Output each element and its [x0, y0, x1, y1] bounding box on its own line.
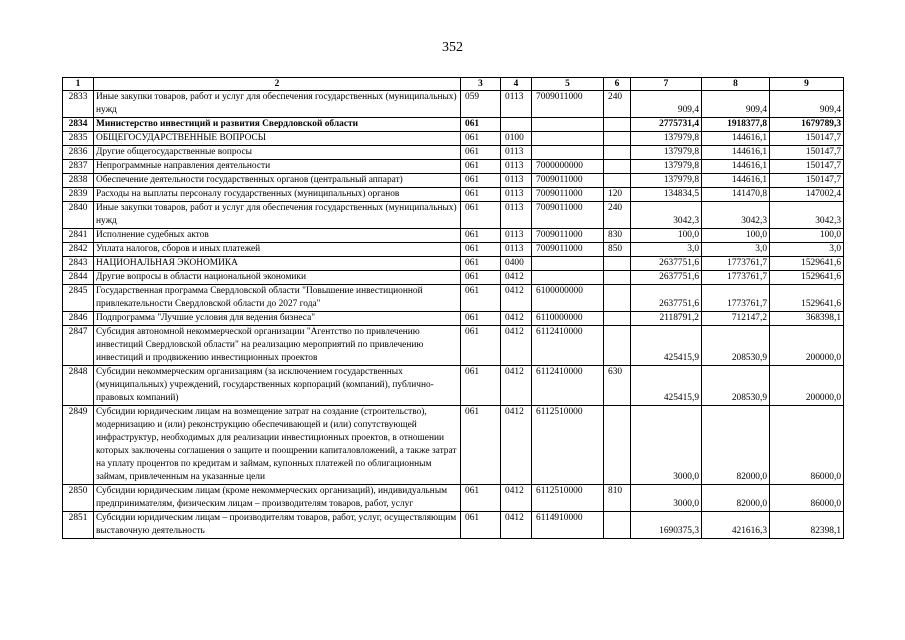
amount-year-1: 425415,9 [631, 366, 702, 406]
code-target: 6112510000 [532, 485, 604, 512]
code-expense-type: 240 [604, 202, 631, 229]
amount-year-2: 144616,1 [702, 160, 770, 174]
table-row [63, 91, 844, 118]
code-admin: 061 [461, 485, 501, 512]
table-row [63, 406, 844, 485]
header-cell: 9 [770, 78, 844, 91]
amount-year-2: 421616,3 [702, 512, 770, 539]
amount-year-2: 144616,1 [702, 174, 770, 188]
amount-year-3: 150147,7 [770, 174, 844, 188]
row-number: 2847 [63, 326, 94, 366]
code-admin: 061 [461, 174, 501, 188]
amount-year-3: 3042,3 [770, 202, 844, 229]
code-admin: 061 [461, 160, 501, 174]
code-expense-type [604, 512, 631, 539]
table-row [63, 285, 844, 312]
amount-year-1: 137979,8 [631, 132, 702, 146]
row-number: 2835 [63, 132, 94, 146]
code-section: 0412 [501, 485, 532, 512]
code-section: 0400 [501, 257, 532, 271]
table-row [63, 271, 844, 285]
code-expense-type: 850 [604, 243, 631, 257]
code-section: 0113 [501, 202, 532, 229]
header-row [63, 78, 844, 91]
amount-year-3: 150147,7 [770, 160, 844, 174]
row-number: 2850 [63, 485, 94, 512]
amount-year-3: 368398,1 [770, 312, 844, 326]
code-section: 0113 [501, 243, 532, 257]
code-target [532, 118, 604, 132]
row-number: 2844 [63, 271, 94, 285]
row-name: Подпрограмма "Лучшие условия для ведения бизнеса" [94, 312, 461, 326]
header-cell: 6 [604, 78, 631, 91]
amount-year-2: 1773761,7 [702, 271, 770, 285]
code-expense-type [604, 257, 631, 271]
code-section: 0113 [501, 188, 532, 202]
page-number: 352 [442, 40, 463, 55]
code-target: 7009011000 [532, 174, 604, 188]
row-name: Уплата налогов, сборов и иных платежей [94, 243, 461, 257]
amount-year-2: 82000,0 [702, 406, 770, 485]
code-section: 0100 [501, 132, 532, 146]
table-row [63, 229, 844, 243]
amount-year-2: 144616,1 [702, 146, 770, 160]
table-row [63, 146, 844, 160]
amount-year-1: 137979,8 [631, 174, 702, 188]
amount-year-1: 1690375,3 [631, 512, 702, 539]
row-number: 2837 [63, 160, 94, 174]
row-name: Субсидии юридическим лицам на возмещение затрат на создание (строительство), модернизацию и (или) реконструкцию обеспечивающей и (или) сопутствующей инфраструктур, необходимых для реализации инвестиционных проектов, в отношении которых заключены соглашения о защите и поощрении капиталовложений, а также затрат на уплату процентов по кредитам и займам, купонных платежей по облигационным займам, привлеченным на указанные цели [94, 406, 461, 485]
code-expense-type: 830 [604, 229, 631, 243]
amount-year-2: 1918377,8 [702, 118, 770, 132]
code-admin: 061 [461, 271, 501, 285]
code-section: 0412 [501, 312, 532, 326]
code-expense-type [604, 312, 631, 326]
amount-year-3: 150147,7 [770, 146, 844, 160]
code-target: 7009011000 [532, 188, 604, 202]
amount-year-1: 134834,5 [631, 188, 702, 202]
row-number: 2833 [63, 91, 94, 118]
row-name: НАЦИОНАЛЬНАЯ ЭКОНОМИКА [94, 257, 461, 271]
amount-year-2: 3,0 [702, 243, 770, 257]
amount-year-1: 2637751,6 [631, 257, 702, 271]
amount-year-3: 1529641,6 [770, 285, 844, 312]
code-admin: 059 [461, 91, 501, 118]
code-expense-type: 240 [604, 91, 631, 118]
code-section: 0412 [501, 406, 532, 485]
code-admin: 061 [461, 366, 501, 406]
code-expense-type [604, 146, 631, 160]
amount-year-3: 200000,0 [770, 366, 844, 406]
row-number: 2843 [63, 257, 94, 271]
amount-year-1: 3000,0 [631, 485, 702, 512]
header-cell: 2 [94, 78, 461, 91]
amount-year-2: 1773761,7 [702, 257, 770, 271]
row-name: Расходы на выплаты персоналу государственных (муниципальных) органов [94, 188, 461, 202]
amount-year-3: 150147,7 [770, 132, 844, 146]
row-number: 2849 [63, 406, 94, 485]
amount-year-3: 3,0 [770, 243, 844, 257]
code-admin: 061 [461, 512, 501, 539]
code-target: 7009011000 [532, 91, 604, 118]
amount-year-1: 2775731,4 [631, 118, 702, 132]
row-name: Исполнение судебных актов [94, 229, 461, 243]
row-number: 2838 [63, 174, 94, 188]
header-cell: 3 [461, 78, 501, 91]
code-target: 7009011000 [532, 202, 604, 229]
row-name: Обеспечение деятельности государственных органов (центральный аппарат) [94, 174, 461, 188]
header-cell: 8 [702, 78, 770, 91]
row-name: Министерство инвестиций и развития Свердловской области [94, 118, 461, 132]
amount-year-3: 909,4 [770, 91, 844, 118]
header-cell: 7 [631, 78, 702, 91]
code-section: 0113 [501, 146, 532, 160]
table-row [63, 132, 844, 146]
code-target: 6112410000 [532, 366, 604, 406]
amount-year-2: 1773761,7 [702, 285, 770, 312]
code-expense-type: 120 [604, 188, 631, 202]
row-number: 2846 [63, 312, 94, 326]
amount-year-2: 208530,9 [702, 326, 770, 366]
row-number: 2845 [63, 285, 94, 312]
amount-year-2: 208530,9 [702, 366, 770, 406]
code-expense-type: 810 [604, 485, 631, 512]
code-expense-type [604, 132, 631, 146]
code-admin: 061 [461, 229, 501, 243]
code-section: 0113 [501, 91, 532, 118]
code-admin: 061 [461, 118, 501, 132]
amount-year-2: 144616,1 [702, 132, 770, 146]
budget-table [62, 77, 844, 539]
amount-year-2: 712147,2 [702, 312, 770, 326]
code-expense-type [604, 174, 631, 188]
code-admin: 061 [461, 202, 501, 229]
amount-year-3: 86000,0 [770, 485, 844, 512]
code-admin: 061 [461, 406, 501, 485]
row-name: Другие вопросы в области национальной экономики [94, 271, 461, 285]
code-section: 0113 [501, 160, 532, 174]
code-section: 0412 [501, 366, 532, 406]
code-admin: 061 [461, 146, 501, 160]
table-row [63, 174, 844, 188]
header-cell: 5 [532, 78, 604, 91]
code-section: 0113 [501, 229, 532, 243]
code-target [532, 257, 604, 271]
code-target [532, 132, 604, 146]
code-admin: 061 [461, 285, 501, 312]
code-admin: 061 [461, 243, 501, 257]
row-number: 2840 [63, 202, 94, 229]
code-target: 7000000000 [532, 160, 604, 174]
row-number: 2851 [63, 512, 94, 539]
code-target [532, 271, 604, 285]
header-cell: 1 [63, 78, 94, 91]
row-number: 2842 [63, 243, 94, 257]
row-name: ОБЩЕГОСУДАРСТВЕННЫЕ ВОПРОСЫ [94, 132, 461, 146]
amount-year-1: 909,4 [631, 91, 702, 118]
code-target: 6100000000 [532, 285, 604, 312]
table-row [63, 326, 844, 366]
amount-year-3: 100,0 [770, 229, 844, 243]
table-row [63, 512, 844, 539]
code-expense-type [604, 285, 631, 312]
code-section: 0412 [501, 512, 532, 539]
code-target: 6114910000 [532, 512, 604, 539]
row-number: 2841 [63, 229, 94, 243]
amount-year-1: 3042,3 [631, 202, 702, 229]
amount-year-1: 2637751,6 [631, 285, 702, 312]
table-row [63, 485, 844, 512]
row-name: Субсидии некоммерческим организациям (за исключением государственных (муниципальных) учреждений, государственных корпораций (компаний), публично-правовых компаний) [94, 366, 461, 406]
code-target: 6110000000 [532, 312, 604, 326]
row-name: Субсидии юридическим лицам (кроме некоммерческих организаций), индивидуальным предпринимателям, физическим лицам – производителям товаров, работ, услуг [94, 485, 461, 512]
row-name: Непрограммные направления деятельности [94, 160, 461, 174]
row-number: 2848 [63, 366, 94, 406]
amount-year-3: 200000,0 [770, 326, 844, 366]
table-row [63, 257, 844, 271]
amount-year-1: 3000,0 [631, 406, 702, 485]
amount-year-1: 425415,9 [631, 326, 702, 366]
amount-year-2: 82000,0 [702, 485, 770, 512]
row-name: Иные закупки товаров, работ и услуг для обеспечения государственных (муниципальных) нужд [94, 91, 461, 118]
table-row [63, 202, 844, 229]
row-number: 2834 [63, 118, 94, 132]
code-admin: 061 [461, 257, 501, 271]
row-name: Субсидия автономной некоммерческой организации "Агентство по привлечению инвестиций Свердловской области" на реализацию мероприятий по привлечению инвестиций и продвижению инвестиционных проектов [94, 326, 461, 366]
code-target [532, 146, 604, 160]
row-name: Государственная программа Свердловской области "Повышение инвестиционной привлекательности Свердловской области до 2027 года" [94, 285, 461, 312]
table-body [63, 91, 844, 539]
code-section [501, 118, 532, 132]
code-target: 6112510000 [532, 406, 604, 485]
code-target: 6112410000 [532, 326, 604, 366]
amount-year-3: 86000,0 [770, 406, 844, 485]
code-admin: 061 [461, 188, 501, 202]
code-section: 0412 [501, 326, 532, 366]
amount-year-3: 147002,4 [770, 188, 844, 202]
table-row [63, 312, 844, 326]
code-target: 7009011000 [532, 229, 604, 243]
code-admin: 061 [461, 326, 501, 366]
row-number: 2839 [63, 188, 94, 202]
amount-year-1: 2637751,6 [631, 271, 702, 285]
code-section: 0412 [501, 285, 532, 312]
table-row [63, 118, 844, 132]
amount-year-2: 100,0 [702, 229, 770, 243]
code-expense-type [604, 271, 631, 285]
code-admin: 061 [461, 312, 501, 326]
amount-year-1: 137979,8 [631, 160, 702, 174]
amount-year-2: 141470,8 [702, 188, 770, 202]
code-expense-type [604, 406, 631, 485]
amount-year-2: 3042,3 [702, 202, 770, 229]
amount-year-2: 909,4 [702, 91, 770, 118]
table-row [63, 366, 844, 406]
row-name: Иные закупки товаров, работ и услуг для обеспечения государственных (муниципальных) нужд [94, 202, 461, 229]
amount-year-1: 3,0 [631, 243, 702, 257]
row-number: 2836 [63, 146, 94, 160]
table-row [63, 160, 844, 174]
code-expense-type: 630 [604, 366, 631, 406]
code-expense-type [604, 118, 631, 132]
table-row [63, 188, 844, 202]
amount-year-3: 1529641,6 [770, 257, 844, 271]
table-row [63, 243, 844, 257]
amount-year-3: 1529641,6 [770, 271, 844, 285]
code-target: 7009011000 [532, 243, 604, 257]
header-cell: 4 [501, 78, 532, 91]
row-name: Другие общегосударственные вопросы [94, 146, 461, 160]
amount-year-3: 1679789,3 [770, 118, 844, 132]
code-expense-type [604, 326, 631, 366]
code-section: 0412 [501, 271, 532, 285]
amount-year-1: 137979,8 [631, 146, 702, 160]
code-admin: 061 [461, 132, 501, 146]
amount-year-1: 100,0 [631, 229, 702, 243]
code-section: 0113 [501, 174, 532, 188]
code-expense-type [604, 160, 631, 174]
amount-year-1: 2118791,2 [631, 312, 702, 326]
amount-year-3: 82398,1 [770, 512, 844, 539]
row-name: Субсидии юридическим лицам – производителям товаров, работ, услуг, осуществляющим выставочную деятельность [94, 512, 461, 539]
